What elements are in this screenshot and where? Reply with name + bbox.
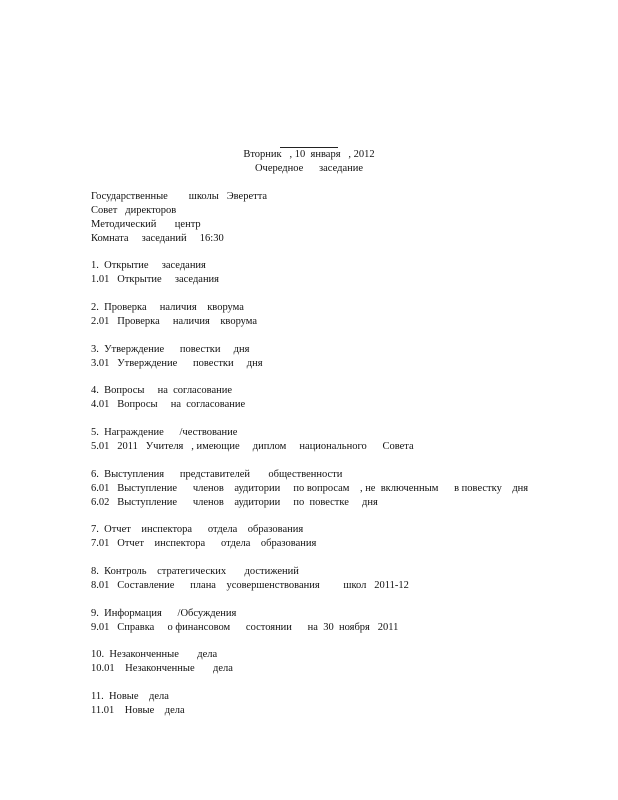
agenda-section-title: 1. Открытие заседания (91, 260, 206, 271)
agenda-item: 6.01 Выступление членов аудитории по вопросам , не включенным в повестку дня (91, 483, 529, 494)
agenda-item: 8.01 Составление плана усовершенствования школ 2011-12 (91, 580, 409, 591)
agenda-item: 2.01 Проверка наличия кворума (91, 316, 258, 327)
center-name: Методический центр (91, 219, 201, 230)
agenda-item: 7.01 Отчет инспектора отдела образования (91, 538, 317, 549)
agenda-item: 1.01 Открытие заседания (91, 274, 220, 285)
board-name: Совет директоров (91, 205, 177, 216)
agenda-item: 4.01 Вопросы на согласование (91, 399, 246, 410)
agenda-item: 6.02 Выступление членов аудитории по повестке дня (91, 497, 378, 508)
date-line: Вторник , 10 января , 2012 (243, 149, 375, 160)
agenda-section-title: 2. Проверка наличия кворума (91, 302, 244, 313)
agenda-section-title: 7. Отчет инспектора отдела образования (91, 524, 304, 535)
agenda-section-title: 3. Утверждение повестки дня (91, 344, 250, 355)
room-time: Комната заседаний 16:30 (91, 233, 224, 244)
agenda-section-title: 5. Награждение /чествование (91, 427, 238, 438)
agenda-item: 11.01 Новые дела (91, 705, 185, 716)
agenda-section-title: 9. Информация /Обсуждения (91, 608, 237, 619)
agenda-item: 3.01 Утверждение повестки дня (91, 358, 263, 369)
agenda-item: 9.01 Справка о финансовом состоянии на 30 ноября 2011 (91, 622, 399, 633)
agenda-section-title: 4. Вопросы на согласование (91, 385, 233, 396)
agenda-section-title: 11. Новые дела (91, 691, 169, 702)
agenda-item: 10.01 Незаконченные дела (91, 663, 233, 674)
agenda-item: 5.01 2011 Учителя , имеющие диплом национального Совета (91, 441, 414, 452)
org-name: Государственные школы Эверетта (91, 191, 268, 202)
meeting-type: Очередное заседание (254, 163, 364, 174)
agenda-section-title: 6. Выступления представителей общественности (91, 469, 343, 480)
agenda-section-title: 8. Контроль стратегических достижений (91, 566, 299, 577)
agenda-section-title: 10. Незаконченные дела (91, 649, 218, 660)
